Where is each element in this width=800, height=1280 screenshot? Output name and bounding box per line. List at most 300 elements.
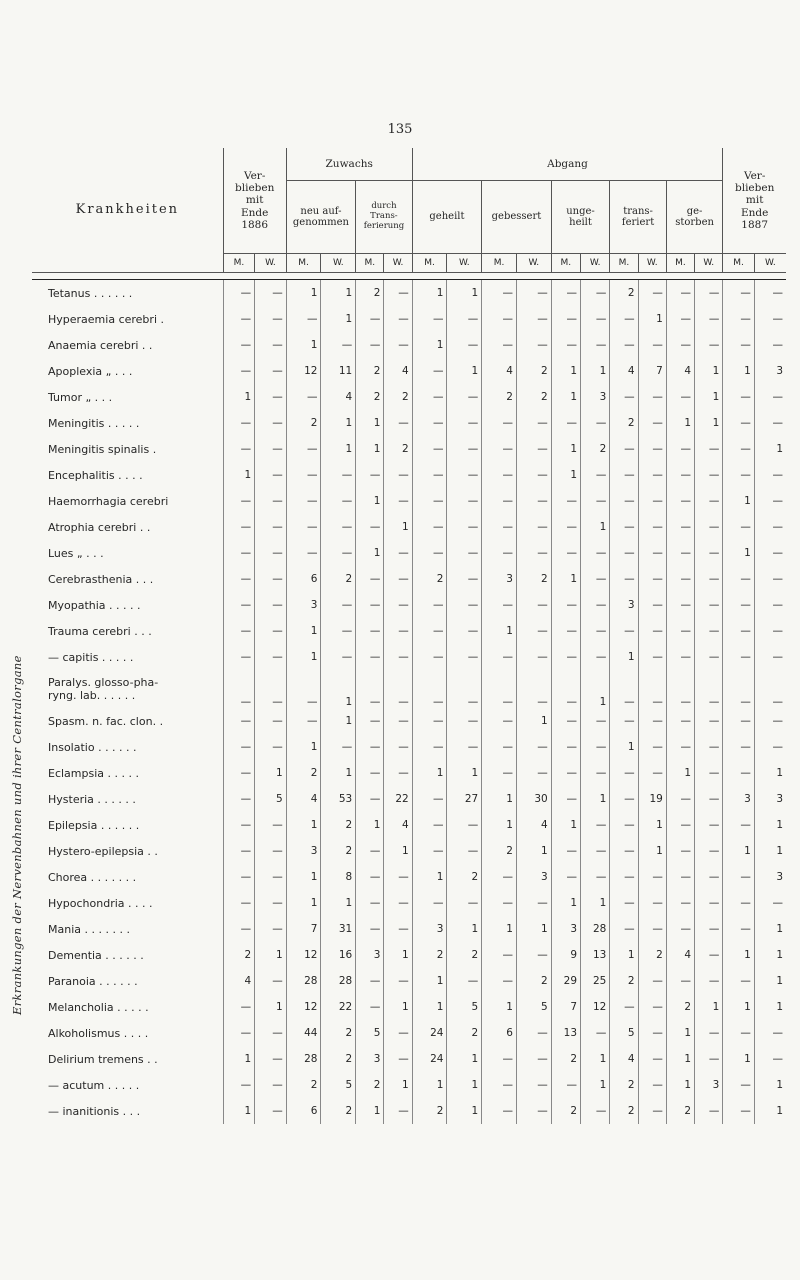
table-cell: 22 — [321, 994, 356, 1020]
table-row — [32, 864, 786, 890]
table-cell: 1 — [447, 760, 482, 786]
table-cell: 2 — [447, 864, 482, 890]
disease-label — [32, 1020, 223, 1046]
table-cell: — — [695, 436, 723, 462]
table-cell: — — [581, 1020, 610, 1046]
table-cell: — — [356, 916, 384, 942]
table-cell: — — [412, 890, 447, 916]
table-cell: — — [286, 488, 321, 514]
table-cell: 2 — [286, 760, 321, 786]
table-cell: — — [551, 734, 580, 760]
disease-label-text: Spasm. n. fac. clon. . — [48, 714, 164, 728]
table-cell: — — [321, 488, 356, 514]
unit-male: M. — [723, 254, 755, 273]
column-header-uncured: unge- heilt — [551, 181, 610, 254]
table-cell: — — [723, 760, 755, 786]
table-cell: — — [581, 734, 610, 760]
table-cell: 1 — [321, 436, 356, 462]
table-cell: — — [581, 332, 610, 358]
table-cell: — — [286, 384, 321, 410]
table-cell: — — [255, 812, 287, 838]
table-cell: 1 — [286, 812, 321, 838]
table-cell: 28 — [581, 916, 610, 942]
table-row — [32, 410, 786, 436]
disease-label-text: Chorea . . . . . . . — [48, 870, 137, 884]
table-cell: 1 — [482, 812, 517, 838]
table-cell: — — [482, 734, 517, 760]
table-cell: — — [255, 280, 287, 307]
table-cell: — — [723, 968, 755, 994]
disease-label — [32, 592, 223, 618]
disease-label-text: Haemorrhagia cerebri — [48, 494, 169, 508]
unit-female: W. — [638, 254, 666, 273]
table-cell: — — [384, 760, 412, 786]
table-cell: 1 — [321, 890, 356, 916]
table-cell: — — [447, 812, 482, 838]
table-cell: — — [482, 708, 517, 734]
table-cell: — — [754, 644, 786, 670]
table-cell: — — [666, 618, 694, 644]
table-cell: 1 — [723, 358, 755, 384]
table-cell: — — [754, 306, 786, 332]
table-cell: 1 — [412, 280, 447, 307]
table-cell: — — [482, 306, 517, 332]
table-cell: 1 — [482, 786, 517, 812]
table-cell: — — [581, 306, 610, 332]
table-cell: — — [482, 514, 517, 540]
disease-label — [32, 890, 223, 916]
table-row — [32, 280, 786, 307]
table-cell: — — [695, 488, 723, 514]
table-body — [32, 273, 786, 1125]
table-cell: 3 — [754, 864, 786, 890]
disease-label-text: Apoplexia „ . . . — [48, 364, 133, 378]
table-cell: — — [551, 592, 580, 618]
table-cell: — — [754, 618, 786, 644]
table-cell: — — [638, 384, 666, 410]
table-cell: 3 — [356, 942, 384, 968]
table-cell: — — [695, 1046, 723, 1072]
disease-label — [32, 968, 223, 994]
table-cell: 1 — [384, 942, 412, 968]
table-cell: — — [384, 280, 412, 307]
column-header-remained-start: Ver- blieben mit Ende 1886 — [223, 148, 286, 254]
table-cell: — — [516, 734, 551, 760]
table-cell: — — [223, 488, 255, 514]
table-cell: 1 — [666, 410, 694, 436]
table-row — [32, 488, 786, 514]
table-cell: 1 — [581, 514, 610, 540]
table-cell: — — [723, 890, 755, 916]
table-cell: — — [356, 514, 384, 540]
table-cell: — — [551, 1072, 580, 1098]
table-cell: — — [638, 864, 666, 890]
table-cell: 1 — [581, 670, 610, 708]
table-cell: — — [666, 812, 694, 838]
table-cell: — — [610, 864, 638, 890]
disease-label-text: Meningitis . . . . . — [48, 416, 140, 430]
table-cell: — — [754, 332, 786, 358]
table-row — [32, 994, 786, 1020]
table-cell: — — [384, 1098, 412, 1124]
disease-label — [32, 994, 223, 1020]
table-cell: 2 — [581, 436, 610, 462]
table-cell: — — [255, 618, 287, 644]
disease-label — [32, 436, 223, 462]
disease-label-text: Tetanus . . . . . . — [48, 286, 133, 300]
table-cell: 28 — [286, 968, 321, 994]
table-cell: — — [482, 1072, 517, 1098]
table-cell: — — [638, 618, 666, 644]
table-cell: — — [384, 332, 412, 358]
table-cell: 29 — [551, 968, 580, 994]
table-cell: — — [516, 618, 551, 644]
table-cell: — — [666, 436, 694, 462]
table-cell: 1 — [695, 994, 723, 1020]
table-cell: — — [255, 436, 287, 462]
table-cell: — — [516, 488, 551, 514]
table-cell: — — [723, 670, 755, 708]
table-cell: 1 — [412, 760, 447, 786]
table-cell: — — [551, 864, 580, 890]
table-cell: — — [610, 566, 638, 592]
table-cell: — — [384, 618, 412, 644]
table-row — [32, 968, 786, 994]
table-cell: — — [695, 968, 723, 994]
disease-label-text: Lues „ . . . — [48, 546, 104, 560]
table-row — [32, 734, 786, 760]
table-cell: — — [695, 916, 723, 942]
table-cell: — — [516, 280, 551, 307]
table-cell: — — [356, 306, 384, 332]
table-cell: 7 — [286, 916, 321, 942]
table-cell: — — [412, 540, 447, 566]
table-cell: 1 — [255, 994, 287, 1020]
disease-label — [32, 1046, 223, 1072]
table-cell: 5 — [447, 994, 482, 1020]
table-cell: — — [223, 1020, 255, 1046]
table-cell: 1 — [412, 1072, 447, 1098]
table-cell: 1 — [638, 838, 666, 864]
table-cell: — — [356, 708, 384, 734]
disease-label — [32, 488, 223, 514]
table-cell: — — [610, 618, 638, 644]
table-cell: 1 — [581, 358, 610, 384]
table-cell: 1 — [286, 890, 321, 916]
table-cell: 3 — [356, 1046, 384, 1072]
table-cell: — — [638, 708, 666, 734]
table-cell: — — [666, 514, 694, 540]
table-cell: — — [516, 1098, 551, 1124]
table-cell: 4 — [321, 384, 356, 410]
table-cell: 4 — [286, 786, 321, 812]
table-cell: — — [384, 708, 412, 734]
table-cell: 2 — [412, 566, 447, 592]
table-cell: — — [610, 436, 638, 462]
unit-male: M. — [482, 254, 517, 273]
disease-label — [32, 916, 223, 942]
table-cell: 2 — [356, 280, 384, 307]
unit-female: W. — [581, 254, 610, 273]
table-cell: — — [255, 540, 287, 566]
disease-label-text: Meningitis spinalis . — [48, 442, 157, 456]
table-cell: — — [321, 462, 356, 488]
table-cell: — — [695, 332, 723, 358]
table-cell: — — [255, 734, 287, 760]
table-cell: — — [412, 734, 447, 760]
table-cell: — — [482, 890, 517, 916]
table-row — [32, 384, 786, 410]
table-cell: — — [638, 760, 666, 786]
table-cell: — — [447, 514, 482, 540]
table-cell: — — [223, 592, 255, 618]
unit-female: W. — [255, 254, 287, 273]
table-cell: — — [695, 540, 723, 566]
table-cell: — — [723, 618, 755, 644]
table-cell: — — [516, 1046, 551, 1072]
table-cell: — — [447, 384, 482, 410]
table-cell: 4 — [666, 942, 694, 968]
table-cell: — — [412, 358, 447, 384]
table-cell: — — [412, 306, 447, 332]
table-row — [32, 1098, 786, 1124]
table-cell: 2 — [321, 566, 356, 592]
column-header-abgang: Abgang — [412, 148, 723, 181]
table-cell: 1 — [551, 358, 580, 384]
table-cell: — — [223, 1072, 255, 1098]
table-cell: 1 — [723, 540, 755, 566]
table-cell: — — [754, 488, 786, 514]
table-cell: 5 — [255, 786, 287, 812]
table-cell: 3 — [286, 592, 321, 618]
disease-label — [32, 1072, 223, 1098]
table-cell: 7 — [638, 358, 666, 384]
table-cell: 6 — [286, 1098, 321, 1124]
table-cell: — — [255, 332, 287, 358]
table-cell: — — [695, 592, 723, 618]
table-cell: — — [482, 436, 517, 462]
table-cell: — — [412, 812, 447, 838]
table-cell: 2 — [610, 1098, 638, 1124]
table-cell: 1 — [286, 332, 321, 358]
disease-label-text: — capitis . . . . . — [48, 650, 134, 664]
disease-label — [32, 462, 223, 488]
table-cell: — — [581, 644, 610, 670]
table-cell: — — [384, 592, 412, 618]
table-cell: 1 — [321, 410, 356, 436]
table-cell: — — [356, 838, 384, 864]
table-row — [32, 708, 786, 734]
table-cell: — — [666, 280, 694, 307]
table-cell: 1 — [754, 942, 786, 968]
table-cell: 1 — [384, 838, 412, 864]
page-number: 135 — [387, 122, 413, 137]
table-cell: 2 — [384, 436, 412, 462]
table-cell: — — [638, 592, 666, 618]
table-cell: — — [610, 786, 638, 812]
table-cell: 3 — [723, 786, 755, 812]
table-cell: — — [255, 384, 287, 410]
table-cell: 3 — [754, 358, 786, 384]
table-cell: — — [666, 332, 694, 358]
table-cell: 1 — [695, 358, 723, 384]
table-cell: 4 — [384, 358, 412, 384]
table-cell: — — [581, 280, 610, 307]
table-cell: 3 — [581, 384, 610, 410]
table-cell: — — [695, 306, 723, 332]
disease-label-text: — acutum . . . . . — [48, 1078, 140, 1092]
table-cell: — — [447, 592, 482, 618]
unit-female: W. — [516, 254, 551, 273]
table-cell: — — [255, 1072, 287, 1098]
table-cell: 1 — [384, 994, 412, 1020]
table-cell: 25 — [581, 968, 610, 994]
table-cell: 1 — [754, 838, 786, 864]
table-cell: — — [223, 332, 255, 358]
table-cell: 2 — [321, 1020, 356, 1046]
table-cell: — — [384, 1046, 412, 1072]
column-header-transferred-in: durch Trans- ferierung — [356, 181, 413, 254]
table-cell: — — [321, 540, 356, 566]
table-row — [32, 358, 786, 384]
table-cell: — — [666, 838, 694, 864]
table-cell: — — [321, 644, 356, 670]
table-cell: — — [638, 462, 666, 488]
table-cell: — — [482, 410, 517, 436]
table-cell: — — [516, 462, 551, 488]
table-cell: — — [695, 812, 723, 838]
table-cell: 1 — [223, 1098, 255, 1124]
disease-label — [32, 644, 223, 670]
disease-label — [32, 280, 223, 307]
table-cell: 4 — [516, 812, 551, 838]
table-cell: — — [321, 618, 356, 644]
table-cell: 1 — [754, 760, 786, 786]
table-cell: — — [666, 644, 694, 670]
table-cell: — — [638, 1098, 666, 1124]
table-cell: 2 — [516, 384, 551, 410]
disease-label — [32, 384, 223, 410]
table-cell: 3 — [482, 566, 517, 592]
side-category-label: Erkrankungen der Nervenbahnen und ihrer Centralorgane — [10, 655, 24, 1015]
table-cell: — — [666, 488, 694, 514]
table-cell: — — [255, 488, 287, 514]
table-cell: — — [255, 838, 287, 864]
table-cell: 28 — [321, 968, 356, 994]
table-cell: — — [581, 618, 610, 644]
unit-male: M. — [223, 254, 255, 273]
table-cell: — — [551, 306, 580, 332]
table-cell: 4 — [223, 968, 255, 994]
table-cell: — — [321, 734, 356, 760]
table-cell: — — [223, 410, 255, 436]
table-cell: — — [447, 838, 482, 864]
table-cell: 1 — [321, 760, 356, 786]
table-cell: — — [638, 436, 666, 462]
table-cell: — — [516, 1020, 551, 1046]
table-cell: — — [447, 670, 482, 708]
table-cell: 1 — [482, 994, 517, 1020]
table-cell: — — [223, 734, 255, 760]
table-cell: 1 — [356, 436, 384, 462]
table-cell: — — [723, 514, 755, 540]
table-cell: 53 — [321, 786, 356, 812]
table-cell: — — [581, 540, 610, 566]
disease-label — [32, 760, 223, 786]
table-cell: — — [638, 332, 666, 358]
table-cell: — — [412, 410, 447, 436]
table-cell: — — [255, 306, 287, 332]
table-cell: — — [723, 280, 755, 307]
table-cell: 5 — [356, 1020, 384, 1046]
table-cell: — — [695, 1020, 723, 1046]
table-cell: — — [610, 890, 638, 916]
table-cell: 1 — [581, 786, 610, 812]
disease-label-text: Eclampsia . . . . . — [48, 766, 139, 780]
table-cell: — — [223, 436, 255, 462]
table-cell: — — [223, 644, 255, 670]
table-cell: — — [516, 514, 551, 540]
table-cell: — — [412, 462, 447, 488]
table-cell: 2 — [551, 1098, 580, 1124]
table-row — [32, 462, 786, 488]
table-cell: — — [255, 1046, 287, 1072]
table-cell: 2 — [412, 1098, 447, 1124]
table-cell: 1 — [356, 540, 384, 566]
table-cell: — — [723, 462, 755, 488]
table-cell: — — [223, 786, 255, 812]
table-cell: 2 — [321, 1098, 356, 1124]
table-cell: — — [286, 670, 321, 708]
table-cell: — — [610, 306, 638, 332]
table-cell: 5 — [321, 1072, 356, 1098]
table-cell: — — [516, 540, 551, 566]
table-cell: — — [412, 670, 447, 708]
table-cell: — — [223, 812, 255, 838]
table-cell: — — [255, 708, 287, 734]
table-cell: 1 — [412, 968, 447, 994]
table-cell: — — [610, 760, 638, 786]
table-cell: — — [482, 1098, 517, 1124]
table-cell: — — [255, 566, 287, 592]
table-cell: — — [638, 488, 666, 514]
table-cell: 1 — [321, 306, 356, 332]
table-cell: 19 — [638, 786, 666, 812]
table-cell: 5 — [610, 1020, 638, 1046]
table-cell: — — [516, 670, 551, 708]
table-cell: — — [551, 708, 580, 734]
table-cell: 1 — [447, 1046, 482, 1072]
table-cell: — — [666, 306, 694, 332]
table-cell: 13 — [551, 1020, 580, 1046]
table-cell: — — [695, 708, 723, 734]
table-cell: 3 — [286, 838, 321, 864]
table-cell: — — [482, 864, 517, 890]
table-cell: — — [723, 410, 755, 436]
table-cell: 1 — [754, 994, 786, 1020]
table-cell: — — [581, 462, 610, 488]
disease-label — [32, 566, 223, 592]
disease-label — [32, 1098, 223, 1124]
table-cell: 2 — [516, 566, 551, 592]
table-cell: — — [666, 786, 694, 812]
table-cell: — — [754, 670, 786, 708]
table-cell: — — [223, 358, 255, 384]
table-cell: 8 — [321, 864, 356, 890]
table-cell: — — [695, 462, 723, 488]
disease-label-text: Mania . . . . . . . — [48, 922, 130, 936]
table-cell: 1 — [666, 1072, 694, 1098]
